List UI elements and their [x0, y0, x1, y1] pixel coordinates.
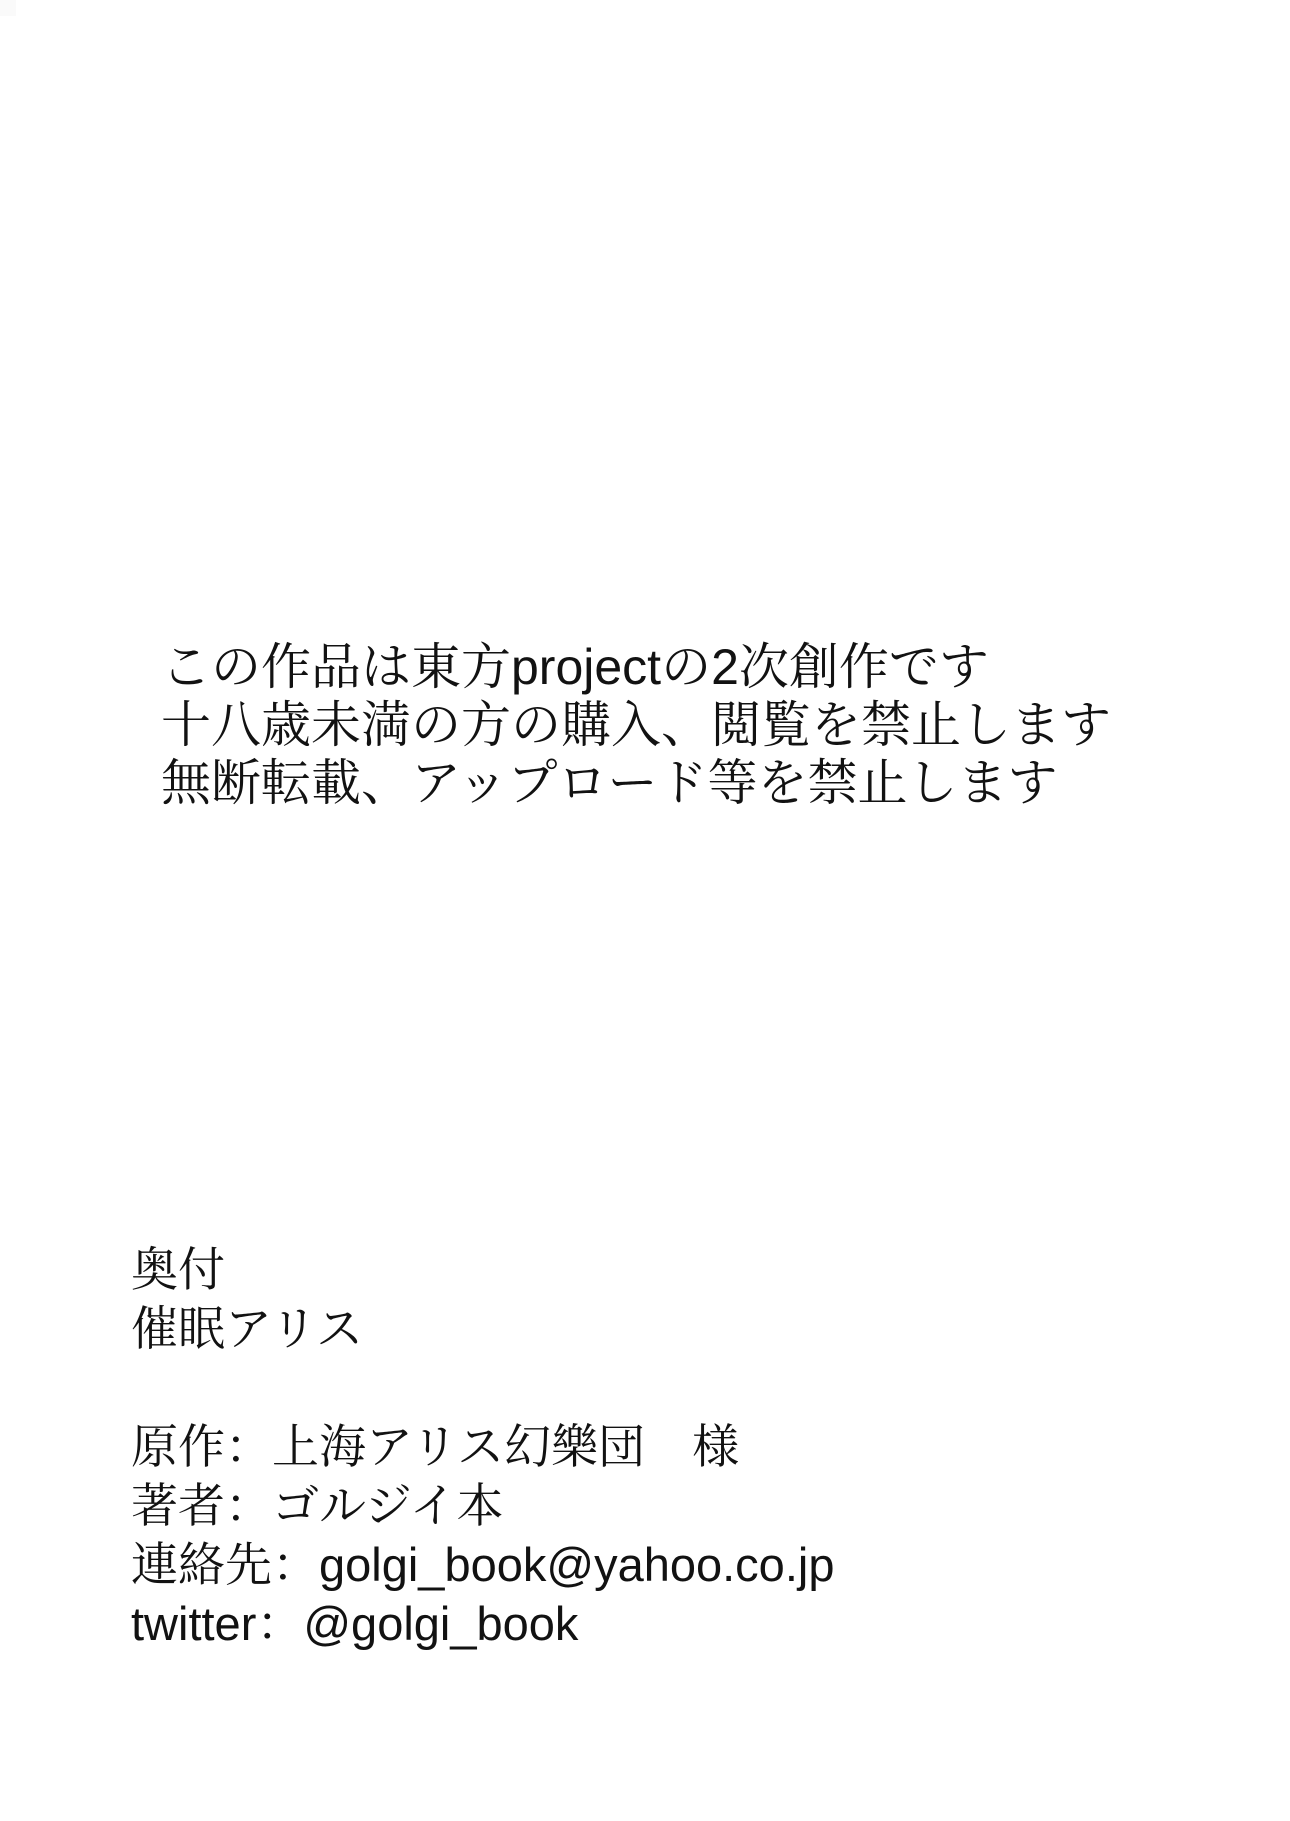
credit-contact-email: 連絡先：golgi_book@yahoo.co.jp: [131, 1538, 835, 1591]
disclaimer-block: [161, 638, 1111, 812]
blank-line: [131, 1358, 834, 1417]
work-title: 催眠アリス: [131, 1302, 364, 1355]
colophon-block: [131, 1240, 834, 1653]
colophon-section-label: 奥付: [131, 1243, 225, 1296]
credit-author: 著者：ゴルジイ本: [131, 1479, 504, 1532]
disclaimer-line-age-restriction: 十八歳未満の方の購入、閲覧を禁止します: [161, 697, 1111, 753]
disclaimer-line-no-reupload: 無断転載、アップロード等を禁止します: [161, 755, 1058, 811]
scan-artifact: [0, 0, 16, 16]
credit-original-work: 原作：上海アリス幻樂団 様: [131, 1420, 740, 1473]
credit-twitter-handle: twitter：@golgi_book: [131, 1597, 579, 1650]
disclaimer-line-derivative-notice: この作品は東方projectの2次創作です: [161, 639, 989, 695]
